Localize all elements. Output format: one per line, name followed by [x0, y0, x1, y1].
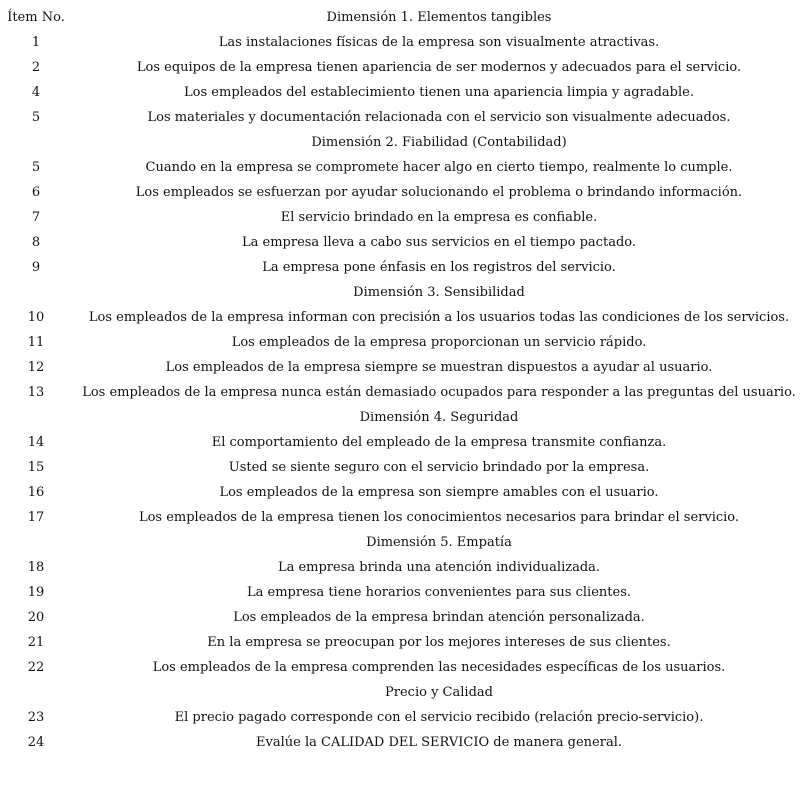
item-number-cell: 23: [27, 710, 45, 725]
table-row: [0, 455, 806, 480]
item-number-cell: 21: [27, 635, 45, 650]
table-row: [0, 555, 806, 580]
item-statement: La empresa lleva a cabo sus servicios en el tiempo pactado.: [242, 235, 636, 250]
table-row: [0, 80, 806, 105]
item-number-cell: 18: [27, 560, 45, 575]
item-statement: Las instalaciones físicas de la empresa son visualmente atractivas.: [218, 35, 660, 50]
table-row: [0, 480, 806, 505]
table-row: [0, 255, 806, 280]
section-heading: Dimensión 5. Empatía: [366, 535, 512, 550]
item-number-cell: [0, 680, 72, 705]
section-heading: Dimensión 3. Sensibilidad: [353, 285, 525, 300]
item-number-cell: 20: [27, 610, 45, 625]
item-statement: Los empleados se esfuerzan por ayudar solucionando el problema o brindando información.: [135, 185, 743, 200]
item-number-cell: 12: [27, 360, 45, 375]
item-number-cell: 22: [27, 660, 45, 675]
table-row: [0, 730, 806, 755]
item-number-cell: 5: [31, 160, 41, 175]
item-number-cell: 4: [31, 85, 41, 100]
item-statement: En la empresa se preocupan por los mejores intereses de sus clientes.: [207, 635, 671, 650]
item-number-cell: 7: [31, 210, 41, 225]
item-number-cell: 13: [27, 385, 45, 400]
item-number-cell: [0, 405, 72, 430]
section-row: [0, 405, 806, 430]
table-row: [0, 180, 806, 205]
item-statement: Los empleados de la empresa nunca están demasiado ocupados para responder a las preguntas del usuario.: [82, 385, 796, 400]
item-statement: Los empleados de la empresa siempre se muestran dispuestos a ayudar al usuario.: [165, 360, 713, 375]
item-statement: Los empleados del establecimiento tienen una apariencia limpia y agradable.: [184, 85, 694, 100]
item-number-cell: 2: [31, 60, 41, 75]
survey-items-table: [0, 5, 806, 755]
item-number-cell: 11: [27, 335, 45, 350]
item-statement: Los materiales y documentación relacionada con el servicio son visualmente adecuados.: [147, 110, 731, 125]
table-row: [0, 30, 806, 55]
table-row: [0, 505, 806, 530]
table-row: [0, 705, 806, 730]
section-heading: Dimensión 4. Seguridad: [359, 410, 519, 425]
item-number-cell: 8: [31, 235, 41, 250]
item-number-cell: 9: [31, 260, 41, 275]
item-statement: Los empleados de la empresa informan con precisión a los usuarios todas las condiciones de los servicios.: [88, 310, 790, 325]
item-number-cell: 5: [31, 110, 41, 125]
table-row: [0, 330, 806, 355]
table-row: [0, 355, 806, 380]
table-header-row: [0, 5, 806, 30]
item-number-cell: 24: [27, 735, 45, 750]
item-statement: Los empleados de la empresa brindan atención personalizada.: [233, 610, 645, 625]
table-row: [0, 305, 806, 330]
item-number-header: Ítem No.: [7, 10, 65, 25]
section-heading: Precio y Calidad: [385, 685, 493, 700]
section-heading: Dimensión 1. Elementos tangibles: [326, 10, 552, 25]
item-statement: El comportamiento del empleado de la empresa transmite confianza.: [211, 435, 667, 450]
table-row: [0, 655, 806, 680]
section-row: [0, 280, 806, 305]
item-number-cell: 14: [27, 435, 45, 450]
item-statement: La empresa brinda una atención individualizada.: [277, 560, 601, 575]
table-row: [0, 580, 806, 605]
item-statement: El servicio brindado en la empresa es confiable.: [280, 210, 598, 225]
table-row: [0, 155, 806, 180]
item-statement: Los empleados de la empresa comprenden las necesidades específicas de los usuarios.: [152, 660, 726, 675]
item-number-cell: [0, 530, 72, 555]
item-number-cell: 1: [31, 35, 41, 50]
table-row: [0, 630, 806, 655]
table-row: [0, 605, 806, 630]
item-statement: La empresa pone énfasis en los registros del servicio.: [262, 260, 616, 275]
section-heading: Dimensión 2. Fiabilidad (Contabilidad): [311, 135, 567, 150]
item-number-cell: 19: [27, 585, 45, 600]
item-statement: La empresa tiene horarios convenientes para sus clientes.: [247, 585, 631, 600]
table-row: [0, 230, 806, 255]
section-row: [0, 130, 806, 155]
item-number-cell: 10: [27, 310, 45, 325]
item-number-cell: [0, 130, 72, 155]
item-number-cell: 16: [27, 485, 45, 500]
section-row: [0, 530, 806, 555]
item-number-cell: 6: [31, 185, 41, 200]
item-statement: Los empleados de la empresa tienen los conocimientos necesarios para brindar el servicio.: [138, 510, 740, 525]
item-number-cell: 15: [27, 460, 45, 475]
table-row: [0, 430, 806, 455]
section-row: [0, 680, 806, 705]
table-row: [0, 380, 806, 405]
table-row: [0, 55, 806, 80]
item-statement: El precio pagado corresponde con el servicio recibido (relación precio-servicio).: [174, 710, 704, 725]
item-statement: Cuando en la empresa se compromete hacer algo en cierto tiempo, realmente lo cumple.: [145, 160, 733, 175]
table-row: [0, 105, 806, 130]
table-body: [0, 30, 806, 755]
table-row: [0, 205, 806, 230]
item-number-cell: 17: [27, 510, 45, 525]
item-statement: Los equipos de la empresa tienen apariencia de ser modernos y adecuados para el servicio.: [136, 60, 742, 75]
item-statement: Los empleados de la empresa son siempre amables con el usuario.: [219, 485, 659, 500]
item-number-cell: [0, 280, 72, 305]
item-statement: Los empleados de la empresa proporcionan un servicio rápido.: [231, 335, 647, 350]
item-statement: Usted se siente seguro con el servicio brindado por la empresa.: [228, 460, 650, 475]
item-statement: Evalúe la CALIDAD DEL SERVICIO de manera general.: [256, 735, 622, 750]
